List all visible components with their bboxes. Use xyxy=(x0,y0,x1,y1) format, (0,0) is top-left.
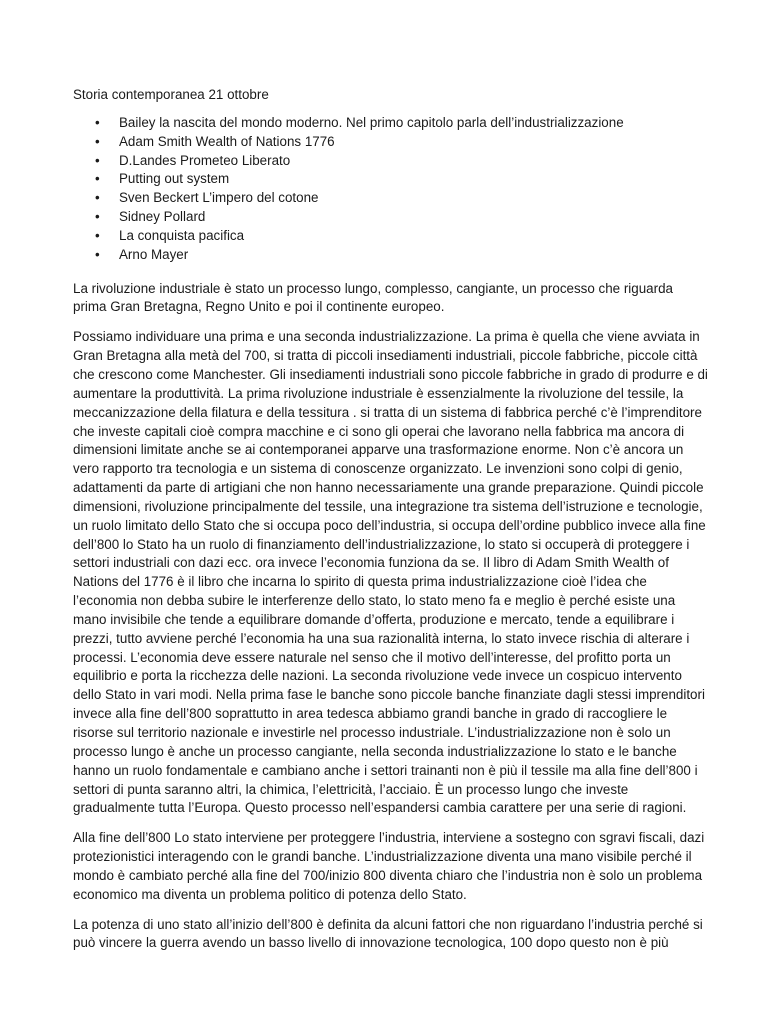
bullet-icon: • xyxy=(95,171,100,187)
bullet-icon: • xyxy=(95,133,100,149)
list-item-text: D.Landes Prometeo Liberato xyxy=(119,152,291,168)
list-item xyxy=(73,227,708,246)
body-paragraph-industrialization: Possiamo individuare una prima e una seconda industrializzazione. La prima è quella che viene avviata in Gran Bretagna alla metà del 700, si tratta di piccoli insediamenti industriali, piccole fabbriche, piccole città che crescono come Manchester. Gli insediamenti industriali sono piccole fabbriche in grado di produrre e di aumentare la produttività. La prima rivoluzione industriale è essenzialmente la rivoluzione del tessile, la meccanizzazione della filatura e della tessitura . si tratta di un sistema di fabbrica perché c’è l’imprenditore che investe capitali cioè compra macchine e ci sono gli operai che lavorano nella fabbrica ma ancora di dimensioni limitate anche se ai contemporanei apparve una trasformazione enorme. Non c’è ancora un vero rapporto tra tecnologia e un sistema di conoscenze organizzato. Le invenzioni sono colpi di genio, adattamenti da parte di artigiani che non hanno necessariamente una grande preparazione. Quindi piccole dimensioni, rivoluzione principalmente del tessile, una integrazione tra sistema dell’istruzione e tecnologie, un ruolo limitato dello Stato che si occupa poco dell’industria, si occupa dell’ordine pubblico invece alla fine dell’800 lo Stato ha un ruolo di finanziamento dell’industrializzazione, lo stato si occuperà di proteggere i settori industriali con dazi ecc. ora invece l’economia funziona da se. Il libro di Adam Smith Wealth of Nations del 1776 è il libro che incarna lo spirito di questa prima industrializzazione cioè l’idea che l’economia non debba subire le interferenze dello stato, lo stato meno fa e meglio è perché esiste una mano invisibile che tende a equilibrare domande d’offerta, produzione e mercato, tende a equilibrare i prezzi, tutto avviene perché l’economia ha una sua razionalità interna, lo stato invece rischia di alterare i processi. L’economia deve essere naturale nel senso che il motivo dell’interesse, del profitto porta un equilibrio e porta la ricchezza delle nazioni. La seconda rivoluzione vede invece un cospicuo intervento dello Stato in vari modi. Nella prima fase le banche sono piccole banche finanziate dagli stessi imprenditori invece alla fine dell’800 soprattutto in area tedesca abbiamo grandi banche in grado di raccogliere le risorse sul territorio nazionale e investirle nel processo industriale. L’industrializzazione non è solo un processo lungo è anche un processo cangiante, nella seconda industrializzazione lo stato e le banche hanno un ruolo fondamentale e cambiano anche i settori trainanti non è più il tessile ma alla fine dell’800 i settori di punta saranno altri, la chimica, l’elettricità, l’acciaio. È un processo lungo che investe gradualmente tutta l’Europa. Questo processo nell’espandersi cambia carattere per una serie di ragioni. xyxy=(73,329,708,816)
list-item-text: Sidney Pollard xyxy=(119,209,206,225)
bullet-icon: • xyxy=(95,246,100,262)
list-item-text: Putting out system xyxy=(119,171,230,187)
list-item xyxy=(73,189,708,208)
list-item-text: Arno Mayer xyxy=(119,246,189,262)
body-paragraph-state-power: La potenza di uno stato all’inizio dell’800 è definita da alcuni fattori che non riguardano l’industria perché si può vincere la guerra avendo un basso livello di innovazione tecnologica, 100 dopo questo non è più xyxy=(73,916,703,951)
list-item xyxy=(73,170,708,189)
list-item-text: La conquista pacifica xyxy=(119,227,245,243)
list-item xyxy=(73,246,708,265)
reference-list xyxy=(73,114,708,265)
list-item xyxy=(73,208,708,227)
list-item xyxy=(73,152,708,171)
document-title: Storia contemporanea 21 ottobre xyxy=(73,87,269,102)
bullet-icon: • xyxy=(95,227,100,243)
bullet-icon: • xyxy=(95,190,100,206)
bullet-icon: • xyxy=(95,209,100,225)
body-paragraph-intro: La rivoluzione industriale è stato un processo lungo, complesso, cangiante, un processo che riguarda prima Gran Bretagna, Regno Unito e poi il continente europeo. xyxy=(73,280,673,315)
bullet-icon: • xyxy=(95,152,100,168)
list-item-text: Adam Smith Wealth of Nations 1776 xyxy=(119,133,335,149)
body-paragraph-state-intervention: Alla fine dell’800 Lo stato interviene per proteggere l’industria, interviene a sostegno con sgravi fiscali, dazi protezionistici interagendo con le grandi banche. L’industrializzazione diventa una mano visibile perché il mondo è cambiato perché alla fine del 700/inizio 800 diventa chiaro che l’industria non è solo un problema economico ma diventa un problema politico di potenza dello Stato. xyxy=(73,830,705,902)
list-item-text: Bailey la nascita del mondo moderno. Nel primo capitolo parla dell’industrializzazione xyxy=(119,114,624,130)
list-item xyxy=(73,114,708,133)
list-item xyxy=(73,133,708,152)
list-item-text: Sven Beckert L’impero del cotone xyxy=(119,190,319,206)
bullet-icon: • xyxy=(95,114,100,130)
